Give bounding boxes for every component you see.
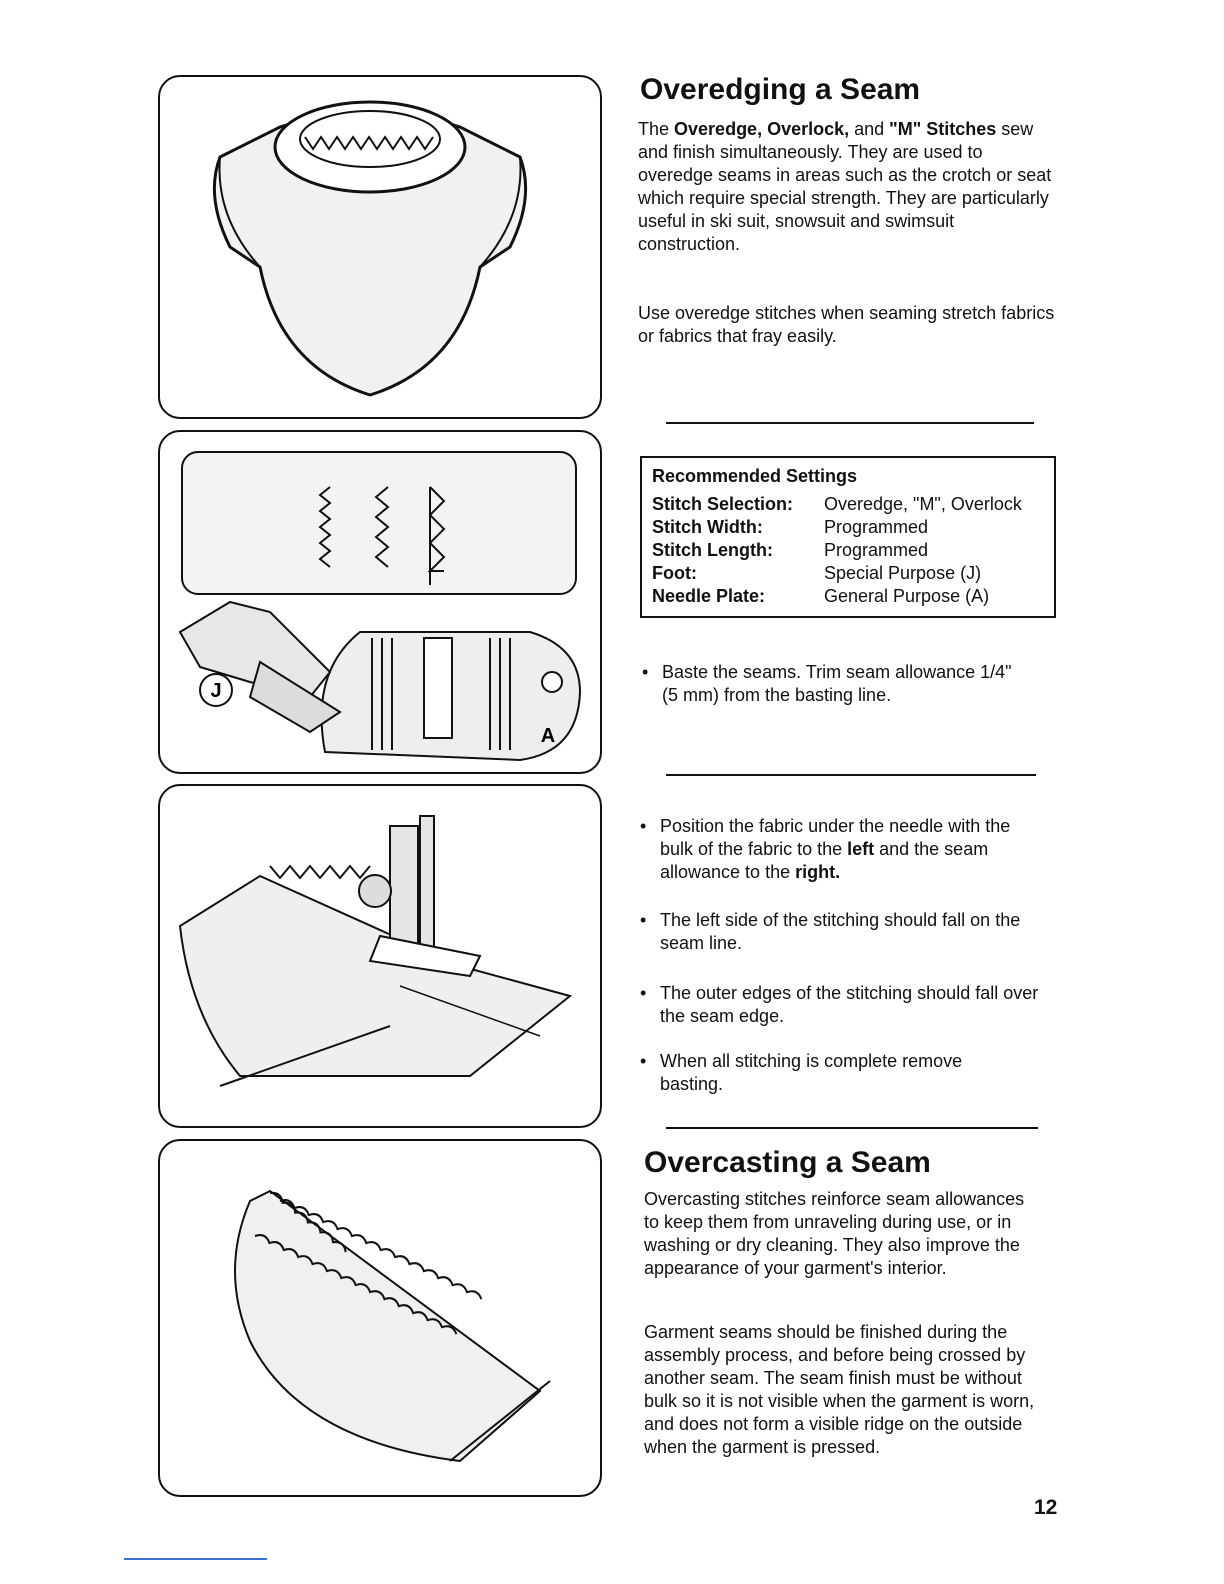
- settings-label: Stitch Width:: [652, 517, 763, 537]
- settings-value: Special Purpose (J): [824, 563, 982, 583]
- settings-row: [652, 493, 1022, 516]
- settings-label: Foot:: [652, 563, 697, 583]
- page-number: 12: [1034, 1496, 1058, 1519]
- divider: [666, 774, 1036, 776]
- intro-bold-overedge: Overedge, Overlock,: [674, 119, 850, 139]
- settings-label: Stitch Selection:: [652, 494, 794, 514]
- settings-row: [652, 539, 1022, 562]
- position-pre: Position the fabric under the needle with the bulk of the fabric to the: [660, 816, 1011, 859]
- plate-letter-label: A: [540, 725, 556, 747]
- illustration-stitch-foot-plate: [158, 430, 602, 774]
- overedging-para2: Use overedge stitches when seaming stretch fabrics or fabrics that fray easily.: [638, 303, 1055, 346]
- illustration-overcast-seam: [158, 1139, 602, 1497]
- divider: [666, 1127, 1038, 1129]
- illustration-garment-neckline: [158, 75, 602, 419]
- overedging-title: Overedging a Seam: [640, 73, 921, 106]
- illustration-sewing-presser-foot: [158, 784, 602, 1128]
- settings-value: General Purpose (A): [824, 586, 990, 606]
- settings-label: Needle Plate:: [652, 586, 766, 606]
- neckline-drawing: [160, 77, 600, 417]
- position-bold-right: right.: [795, 862, 841, 882]
- settings-label: Stitch Length:: [652, 540, 773, 560]
- footer-rule: [124, 1558, 267, 1560]
- settings-row: [652, 562, 1022, 585]
- settings-table: [652, 493, 1022, 608]
- position-bold-left: left: [847, 839, 875, 859]
- bullet-position-fabric: [638, 815, 1040, 884]
- overcasting-para2: Garment seams should be finished during the assembly process, and before being crossed by another seam. The seam finish must be without bulk so it is not visible when the garment is worn, and does not form a visible ridge on the outside when the garment is pressed.: [644, 1322, 1035, 1457]
- intro-pre: The: [638, 119, 675, 139]
- divider: [666, 422, 1034, 424]
- settings-heading: Recommended Settings: [652, 466, 858, 486]
- overcasting-title: Overcasting a Seam: [644, 1146, 931, 1179]
- bullet-outer-edges: • The outer edges of the stitching should fall over the seam edge.: [638, 982, 1060, 1028]
- recommended-settings-box: [640, 456, 1056, 618]
- intro-mid: and: [849, 119, 890, 139]
- position-mid: and the seam allowance to the: [660, 839, 989, 882]
- overedging-intro: [638, 118, 1058, 256]
- overcast-seam-drawing: [160, 1141, 600, 1495]
- settings-row: [652, 516, 1022, 539]
- foot-letter-label: J: [210, 680, 222, 702]
- bullet-left-side: • The left side of the stitching should fall on the seam line.: [638, 909, 1050, 955]
- settings-value: Programmed: [824, 517, 929, 537]
- stitch-foot-plate-drawing: [160, 432, 600, 772]
- intro-bold-m-stitches: "M" Stitches: [889, 119, 997, 139]
- settings-value: Programmed: [824, 540, 929, 560]
- overcasting-para1: Overcasting stitches reinforce seam allowances to keep them from unraveling during use, or in washing or dry cleaning. They also improve the appearance of your garment's interior.: [644, 1189, 1025, 1278]
- sewing-foot-drawing: [160, 786, 600, 1126]
- settings-row: [652, 585, 1022, 608]
- intro-post: sew and finish simultaneously. They are used to overedge seams in areas such as the crotch or seat which require special strength. They are particularly useful in ski suit, snowsuit and swimsuit construction.: [638, 119, 1052, 254]
- settings-value: Overedge, "M", Overlock: [824, 494, 1022, 514]
- bullet-remove-basting: • When all stitching is complete remove basting.: [638, 1050, 1030, 1096]
- bullet-baste: • Baste the seams. Trim seam allowance 1/4" (5 mm) from the basting line.: [640, 661, 1032, 707]
